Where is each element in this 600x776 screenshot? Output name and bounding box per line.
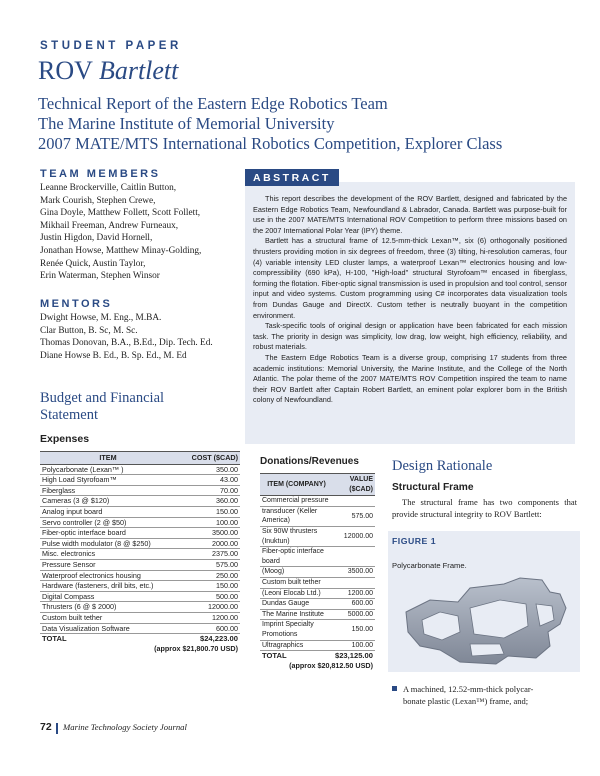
donations-row	[260, 567, 375, 578]
expenses-value-cell: 350.00	[176, 464, 240, 475]
donations-value-cell: 12000.00	[333, 526, 375, 546]
bullet-square-icon	[392, 686, 397, 691]
structural-frame-text: The structural frame has two components that provide structural integrity to ROV Bartlett:	[392, 497, 577, 519]
expenses-row	[40, 506, 240, 517]
donations-item-cell: Dundas Gauge	[260, 599, 333, 610]
expenses-row	[40, 496, 240, 507]
expenses-row	[40, 602, 240, 613]
budget-heading	[40, 390, 240, 424]
expenses-item-cell: Fiber-optic interface board	[40, 528, 176, 539]
donations-item-cell: Six 90W thrusters (Inuktun)	[260, 526, 333, 546]
expenses-row	[40, 464, 240, 475]
team-line: Leanne Brockerville, Caitlin Button,	[40, 183, 177, 193]
figure-caption: Polycarbonate Frame.	[392, 561, 467, 570]
team-line: Justin Higdon, David Hornell,	[40, 233, 153, 244]
polycarbonate-frame-image	[400, 574, 572, 666]
expenses-item-cell: Waterproof electronics housing	[40, 570, 176, 581]
expenses-item-cell: Custom built tether	[40, 612, 176, 623]
mentors-heading: MENTORS	[40, 298, 113, 310]
budget-heading-line-1: Budget and Financial	[40, 390, 165, 406]
abstract-box	[245, 182, 575, 444]
figure-label: FIGURE 1	[392, 536, 437, 546]
expenses-value-cell: 575.00	[176, 559, 240, 570]
abstract-paragraph-4: The Eastern Edge Robotics Team is a diverse group, comprising 17 students from three academic institutions: Memorial University, the Marine Institute, and the College of the North Atlantic. The polar theme of the 2007 MATE/MTS ROV Competition inspired the team to name their ROV Bartlett after Captain Robert Bartlett, an eminent polar explorer born in the British colony of Newfoundland.	[253, 352, 567, 405]
team-line: Mark Courish, Stephen Crewe,	[40, 195, 156, 206]
donations-row	[260, 526, 375, 546]
expenses-total-value: $24,223.00	[176, 634, 240, 644]
footer-divider	[56, 723, 58, 734]
donations-col-value: VALUE ($CAD)	[333, 474, 375, 496]
donations-value-cell: 100.00	[333, 640, 375, 651]
report-title-line-1: Technical Report of the Eastern Edge Robotics Team	[38, 94, 388, 113]
donations-value-cell: 3500.00	[333, 567, 375, 578]
abstract-paragraph-1: This report describes the development of the ROV Bartlett, designed and fabricated by the Eastern Edge Robotics Team, Newfoundland & Labrador, Canada. Bartlett was purpose-built for use in the 2007 MATE/MTS International ROV Competition to perform three missions based on the 2007 International Polar Year (IPY) theme.	[253, 194, 567, 235]
rov-title-name: Bartlett	[98, 56, 179, 85]
donations-col-item: ITEM (COMPANY)	[260, 474, 333, 496]
team-members-list	[40, 182, 240, 283]
donations-value-cell: 575.00	[333, 506, 375, 526]
expenses-value-cell: 360.00	[176, 496, 240, 507]
team-line: Mikhail Freeman, Andrew Furneaux,	[40, 220, 179, 231]
rov-title	[38, 56, 178, 86]
expenses-item-cell: Cameras (3 @ $120)	[40, 496, 176, 507]
expenses-row	[40, 485, 240, 496]
donations-value-cell	[333, 496, 375, 507]
donations-row	[260, 588, 375, 599]
donations-value-cell	[333, 577, 375, 588]
donations-value-cell	[333, 547, 375, 567]
design-rationale-heading: Design Rationale	[392, 458, 493, 474]
bullet-line-2: bonate plastic (Lexan™) frame, and;	[403, 695, 529, 706]
donations-row	[260, 599, 375, 610]
expenses-approx: (approx $21,800.70 USD)	[154, 643, 238, 653]
abstract-heading: ABSTRACT	[245, 169, 339, 186]
expenses-row	[40, 538, 240, 549]
page-number: 72	[40, 721, 52, 733]
expenses-item-cell: High Load Styrofoam™	[40, 475, 176, 486]
donations-heading: Donations/Revenues	[260, 456, 359, 467]
abstract-paragraph-3: Task-specific tools of original design or application have been fabricated for each mission task. The priority in design was simplicity, low drag, low weight, high efficiency, reliability, and robust materials.	[253, 321, 567, 352]
donations-value-cell: 5000.00	[333, 609, 375, 620]
donations-row	[260, 506, 375, 526]
donations-item-cell: The Marine Institute	[260, 609, 333, 620]
team-line: Erin Waterman, Stephen Winsor	[40, 271, 160, 282]
expenses-value-cell: 150.00	[176, 581, 240, 592]
expenses-value-cell: 1200.00	[176, 612, 240, 623]
mentor-line: Diane Howse B. Ed., B. Sp. Ed., M. Ed	[40, 350, 187, 361]
expenses-value-cell: 600.00	[176, 623, 240, 634]
expenses-item-cell: Hardware (fasteners, drill bits, etc.)	[40, 581, 176, 592]
expenses-col-item: ITEM	[40, 452, 176, 465]
bullet-line-1: A machined, 12.52-mm-thick polycar-	[403, 684, 534, 694]
donations-approx: (approx $20,812.50 USD)	[289, 660, 373, 670]
expenses-value-cell: 43.00	[176, 475, 240, 486]
frame-cutout-bottom	[470, 644, 504, 656]
donations-item-cell: Custom built tether	[260, 577, 333, 588]
expenses-item-cell: Pressure Sensor	[40, 559, 176, 570]
donations-total-value: $23,125.00	[334, 651, 373, 661]
expenses-col-cost: COST ($CAD)	[176, 452, 240, 465]
expenses-value-cell: 500.00	[176, 591, 240, 602]
donations-value-cell: 150.00	[333, 620, 375, 640]
expenses-table	[40, 451, 240, 653]
donations-item-cell: (Leoni Elocab Ltd.)	[260, 588, 333, 599]
report-title	[38, 94, 578, 154]
donations-item-cell: Ultragraphics	[260, 640, 333, 651]
donations-row	[260, 577, 375, 588]
donations-row	[260, 640, 375, 651]
report-title-line-3: 2007 MATE/MTS International Robotics Competition, Explorer Class	[38, 134, 503, 153]
donations-total-label: TOTAL	[260, 651, 333, 661]
expenses-value-cell: 12000.00	[176, 602, 240, 613]
expenses-value-cell: 3500.00	[176, 528, 240, 539]
journal-name: Marine Technology Society Journal	[63, 722, 187, 732]
mentors-list	[40, 312, 240, 362]
frame-bullet-item	[392, 684, 577, 707]
expenses-heading: Expenses	[40, 433, 90, 445]
expenses-row	[40, 623, 240, 634]
donations-value-cell: 1200.00	[333, 588, 375, 599]
expenses-item-cell: Digital Compass	[40, 591, 176, 602]
expenses-item-cell: Analog input board	[40, 506, 176, 517]
expenses-body	[40, 464, 240, 634]
expenses-value-cell: 150.00	[176, 506, 240, 517]
donations-row	[260, 620, 375, 640]
expenses-item-cell: Thrusters (6 @ $ 2000)	[40, 602, 176, 613]
team-members-heading: TEAM MEMBERS	[40, 168, 161, 180]
expenses-row	[40, 581, 240, 592]
donations-item-cell: transducer (Keller America)	[260, 506, 333, 526]
expenses-value-cell: 250.00	[176, 570, 240, 581]
abstract-paragraph-2: Bartlett has a structural frame of 12.5-mm-thick Lexan™, six (6) orthogonally positioned thrusters providing motion in six degrees of freedom, three (3) tilting, hi-resolution cameras, four (4) variable intensity LED cluster lamps, a waterproof Lexan™ electronics housing and low-compressibility (690 kPa), H-100, "High-load" structural Styrofoam™ encased in fiberglass, forming the flotation. Fiber-optic signal transmission is used in propulsion and tool control, sensor input and video systems. Custom programming using C# incorporates data visualization tools from Dundas Gauge and DirectX. Custom tether is neutrally buoyant in the competition environment.	[253, 236, 567, 320]
mentor-line: Clar Button, B. Sc, M. Sc.	[40, 325, 138, 336]
expenses-item-cell: Pulse width modulator (8 @ $250)	[40, 538, 176, 549]
expenses-value-cell: 2000.00	[176, 538, 240, 549]
donations-table	[260, 473, 375, 670]
expenses-row	[40, 612, 240, 623]
donations-row	[260, 609, 375, 620]
donations-value-cell: 600.00	[333, 599, 375, 610]
report-title-line-2: The Marine Institute of Memorial University	[38, 114, 335, 133]
donations-item-cell: (Moog)	[260, 567, 333, 578]
expenses-item-cell: Misc. electronics	[40, 549, 176, 560]
mentor-line: Thomas Donovan, B.A., B.Ed., Dip. Tech. Ed.	[40, 338, 213, 349]
expenses-value-cell: 2375.00	[176, 549, 240, 560]
donations-item-cell: Imprint Specialty Promotions	[260, 620, 333, 640]
expenses-row	[40, 475, 240, 486]
rov-title-prefix: ROV	[38, 56, 99, 85]
donations-item-cell: Fiber-optic interface board	[260, 547, 333, 567]
expenses-item-cell: Data Visualization Software	[40, 623, 176, 634]
mentor-line: Dwight Howse, M. Eng., M.BA.	[40, 313, 162, 323]
expenses-row	[40, 570, 240, 581]
expenses-value-cell: 100.00	[176, 517, 240, 528]
section-label: STUDENT PAPER	[40, 40, 182, 52]
budget-heading-line-2: Statement	[40, 407, 98, 423]
expenses-item-cell: Fiberglass	[40, 485, 176, 496]
expenses-row	[40, 549, 240, 560]
expenses-row	[40, 591, 240, 602]
expenses-value-cell: 70.00	[176, 485, 240, 496]
team-line: Jonathan Howse, Matthew Minay-Golding,	[40, 245, 202, 256]
donations-row	[260, 496, 375, 507]
donations-item-cell: Commercial pressure	[260, 496, 333, 507]
donations-row	[260, 547, 375, 567]
donations-body	[260, 496, 375, 651]
team-line: Renée Quick, Austin Taylor,	[40, 258, 146, 269]
team-line: Gina Doyle, Matthew Follett, Scott Follett,	[40, 208, 201, 219]
expenses-item-cell: Servo controller (2 @ $50)	[40, 517, 176, 528]
expenses-row	[40, 559, 240, 570]
expenses-row	[40, 517, 240, 528]
expenses-total-label: TOTAL	[40, 634, 176, 644]
expenses-item-cell: Polycarbonate (Lexan™ )	[40, 464, 176, 475]
structural-frame-heading: Structural Frame	[392, 482, 474, 493]
expenses-row	[40, 528, 240, 539]
